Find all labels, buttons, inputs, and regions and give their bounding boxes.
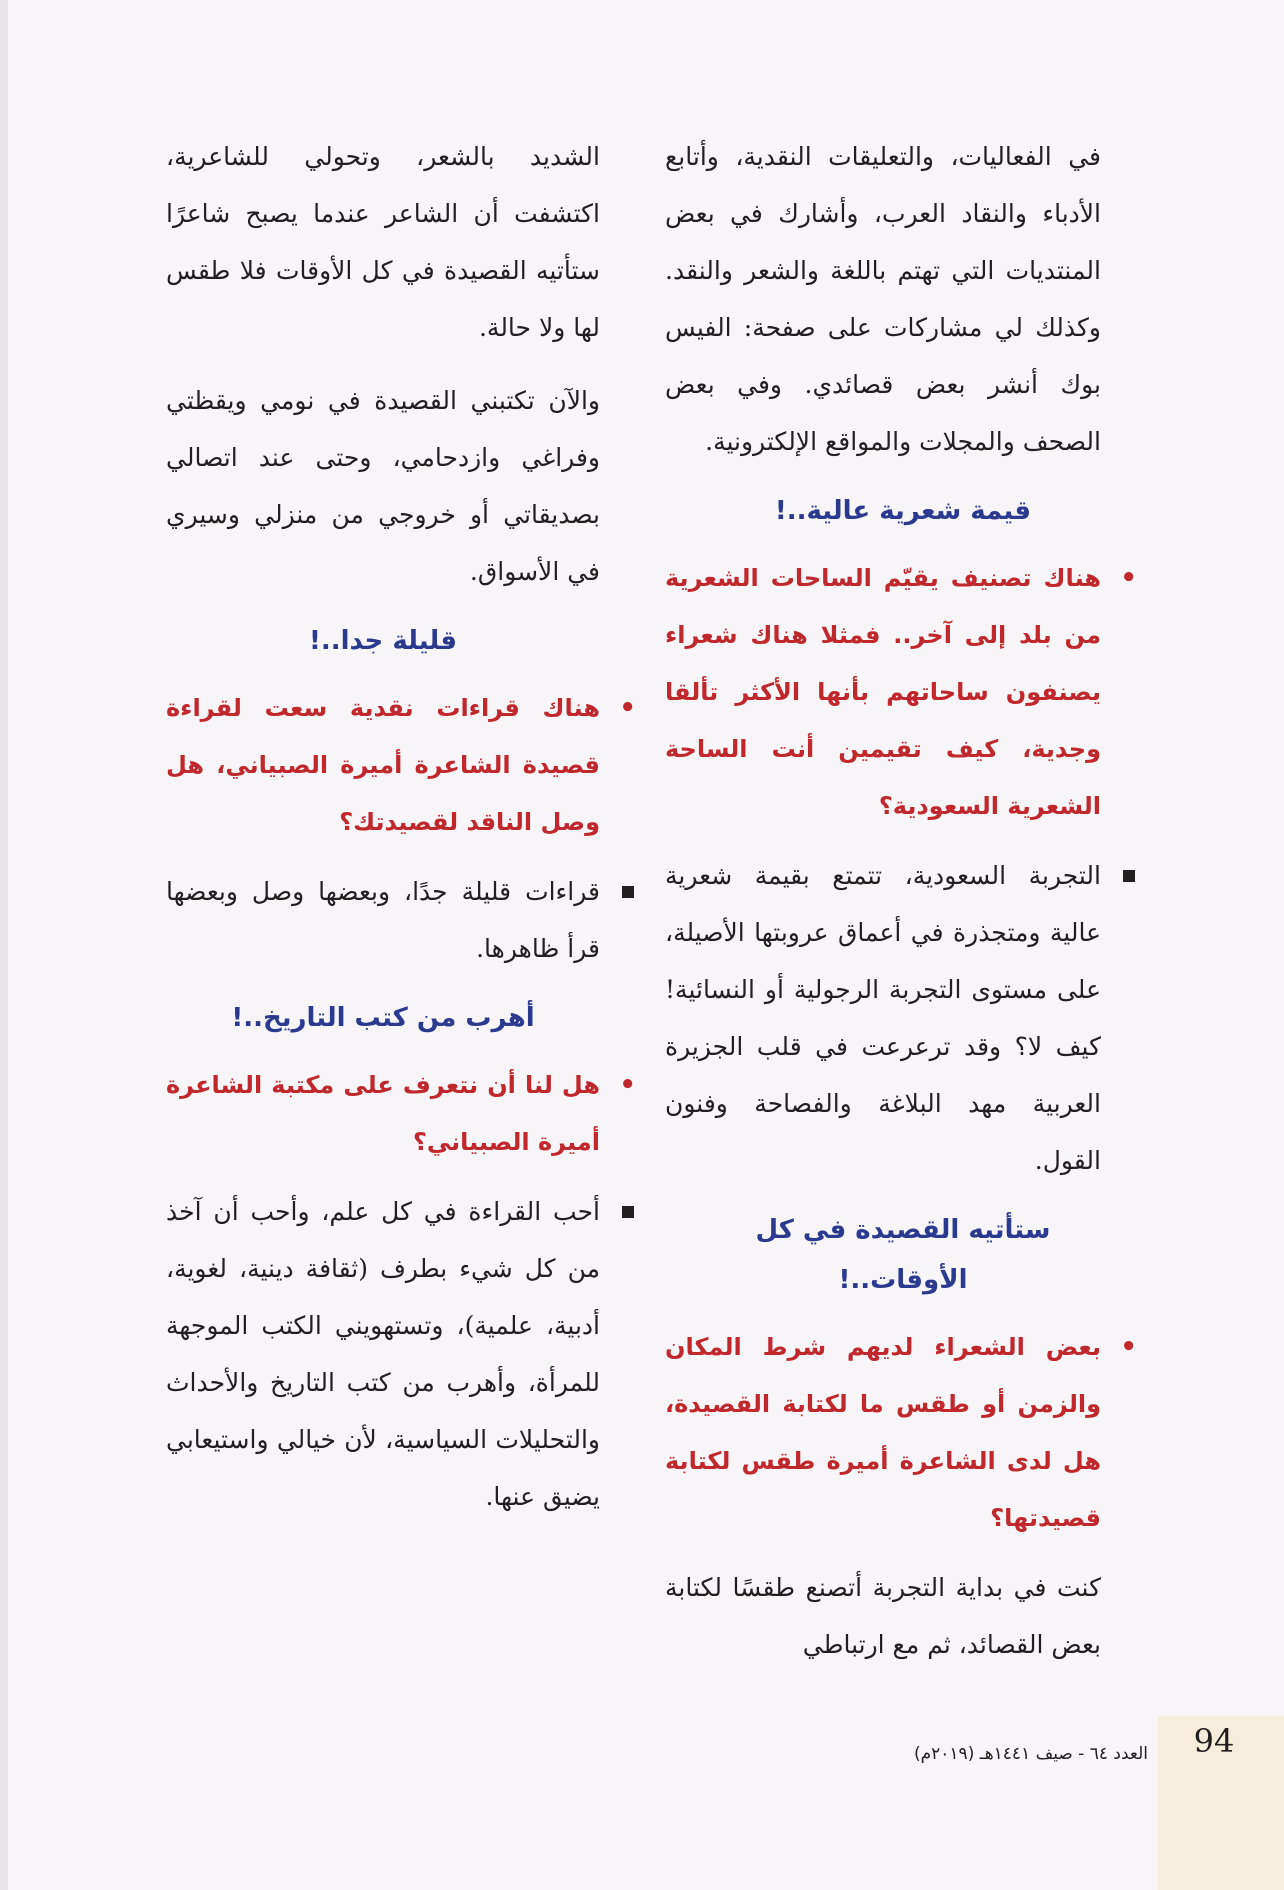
square-bullet-icon (1123, 870, 1135, 882)
interview-answer (665, 847, 1101, 1189)
section-heading: قليلة جدا..! (309, 626, 457, 656)
bullet-dot-icon: • (619, 693, 636, 723)
question-text: هل لنا أن نتعرف على مكتبة الشاعرة أميرة الصبياني؟ (166, 1071, 600, 1156)
answer-text: أحب القراءة في كل علم، وأحب أن آخذ من كل شيء بطرف (ثقافة دينية، لغوية، أدبية، علمية)، وتستهويني الكتب الموجهة للمرأة، وأهرب من كتب التاريخ والأحداث والتحليلات السياسية، لأن خيالي واستيعابي يضيق عنها. (166, 1197, 600, 1511)
interview-question (665, 550, 1137, 835)
question-text: هناك تصنيف يقيّم الساحات الشعرية من بلد إلى آخر.. فمثلا هناك شعراء يصنفون ساحاتهم بأنها الأكثر تألقا وجدية، كيف تقيمين أنت الساحة الشعرية السعودية؟ (665, 564, 1101, 820)
question-text: هناك قراءات نقدية سعت لقراءة قصيدة الشاعرة أميرة الصبياني، هل وصل الناقد لقصيدتك؟ (166, 694, 600, 836)
interview-question (166, 680, 636, 851)
question-text: بعض الشعراء لديهم شرط المكان والزمن أو طقس ما لكتابة القصيدة، هل لدى الشاعرة أميرة طقس لكتابة قصيدتها؟ (665, 1333, 1101, 1532)
body-paragraph: والآن تكتبني القصيدة في نومي ويقظتي وفراغي وازدحامي، وحتى عند اتصالي بصديقاتي أو خروجي من منزلي وسيري في الأسواق. (166, 386, 600, 586)
bullet-dot-icon: • (1120, 563, 1137, 593)
body-paragraph: الشديد بالشعر، وتحولي للشاعرية، اكتشفت أن الشاعر عندما يصبح شاعرًا ستأتيه القصيدة في كل الأوقات فلا طقس لها ولا حالة. (166, 142, 600, 342)
answer-text: التجربة السعودية، تتمتع بقيمة شعرية عالية ومتجذرة في أعماق عروبتها الأصيلة، على مستوى التجربة الرجولية أو النسائية! كيف لا؟ وقد ترعرعت في قلب الجزيرة العربية مهد البلاغة والفصاحة وفنون القول. (665, 861, 1101, 1175)
square-bullet-icon (622, 886, 634, 898)
magazine-page (8, 0, 1284, 1890)
body-paragraph: في الفعاليات، والتعليقات النقدية، وأتابع الأدباء والنقاد العرب، وأشارك في بعض المنتديات التي تهتم باللغة والشعر والنقد. وكذلك لي مشاركات على صفحة: الفيس بوك أنشر بعض قصائدي. وفي بعض الصحف والمجلات والمواقع الإلكترونية. (665, 142, 1101, 456)
answer-text: قراءات قليلة جدًا، وبعضها وصل وبعضها قرأ ظاهرها. (166, 877, 600, 963)
interview-question (166, 1057, 636, 1171)
interview-question (665, 1319, 1137, 1547)
right-column (665, 128, 1137, 1689)
section-heading: قيمة شعرية عالية..! (774, 496, 1032, 526)
interview-answer (166, 1183, 600, 1525)
interview-answer (166, 863, 600, 977)
square-bullet-icon (622, 1206, 634, 1218)
issue-label: العدد ٦٤ - صيف ١٤٤١هـ (٢٠١٩م) (913, 1744, 1148, 1764)
left-column (166, 128, 636, 1541)
section-heading: أهرب من كتب التاريخ..! (231, 1003, 535, 1033)
bullet-dot-icon: • (1120, 1332, 1137, 1362)
bullet-dot-icon: • (619, 1070, 636, 1100)
section-heading: ستأتيه القصيدة في كل الأوقات..! (755, 1215, 1051, 1295)
page-number: 94 (1193, 1722, 1235, 1760)
answer-text: كنت في بداية التجربة أتصنع طقسًا لكتابة بعض القصائد، ثم مع ارتباطي (665, 1573, 1101, 1659)
